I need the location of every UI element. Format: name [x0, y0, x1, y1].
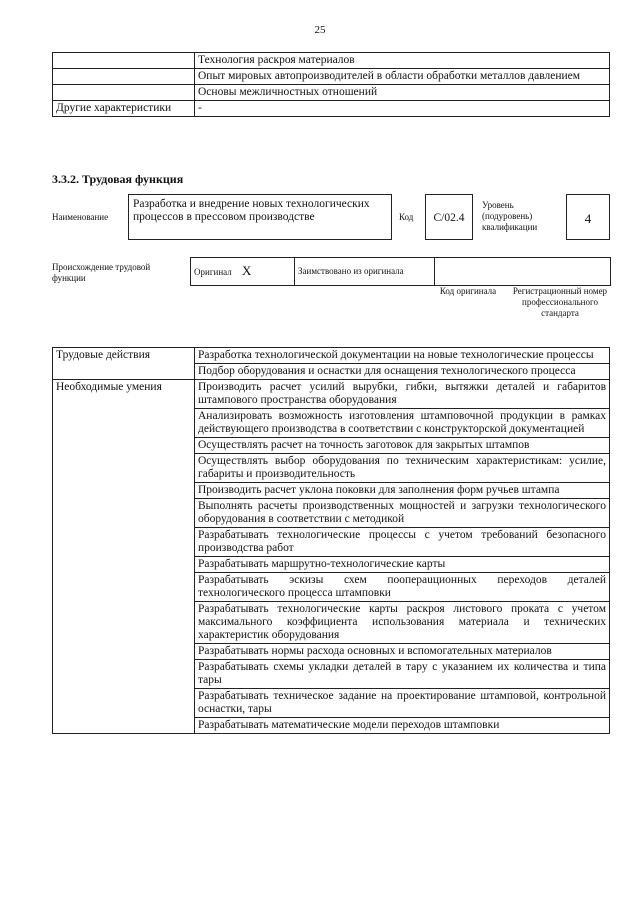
section-label: Трудовые действия [53, 348, 195, 380]
reg-caption: Регистрационный номер профессионального стандарта [512, 286, 608, 318]
list-item: Выполнять расчеты производственных мощностей и загрузки технологического оборудования в соответствии с методикой [195, 499, 610, 528]
list-item: Осуществлять расчет на точность заготовок для закрытых штампов [195, 438, 610, 454]
name-label: Наименование [52, 212, 109, 222]
list-item: Разработка технологической документации на новые технологические процессы [195, 348, 610, 364]
original-cell [191, 258, 295, 286]
section-title: 3.3.2. Трудовая функция [52, 172, 184, 186]
functions-table [52, 347, 610, 734]
list-item: Разрабатывать схемы укладки деталей в тару с указанием их количества и типа тары [195, 660, 610, 689]
top-row-value: Опыт мировых автопроизводителей в области обработки металлов давлением [195, 69, 610, 85]
page-number: 25 [314, 24, 326, 36]
top-row-label: Другие характеристики [53, 101, 195, 117]
level-box: 4 [566, 194, 610, 240]
list-item: Разрабатывать технологические карты раскроя листового проката с учетом максимального коэффициента использования материала и технических характеристик оборудования [195, 602, 610, 644]
original-mark: X [241, 263, 252, 278]
list-item: Разрабатывать техническое задание на проектирование штамповой, контрольной оснастки, тары [195, 689, 610, 718]
original-label: Оригинал [194, 267, 232, 277]
top-row-label [53, 53, 195, 69]
top-row-value: - [195, 101, 610, 117]
list-item: Подбор оборудования и оснастки для оснащения технологического процесса [195, 364, 610, 380]
top-characteristics-table [52, 52, 610, 117]
top-row [53, 69, 610, 85]
level-label: Уровень (подуровень) квалификации [482, 200, 538, 232]
list-item: Осуществлять выбор оборудования по техническим характеристикам: усилие, габариты и производительность [195, 454, 610, 483]
origin-table [190, 257, 611, 286]
top-row-label [53, 85, 195, 101]
table-row [53, 348, 610, 364]
section-label: Необходимые умения [53, 380, 195, 734]
list-item: Разрабатывать эскизы схем поопераuционных переходов деталей технологического процесса штамповки [195, 573, 610, 602]
top-row [53, 85, 610, 101]
borrowed-cell: Заимствовано из оригинала [295, 258, 435, 286]
list-item: Разрабатывать нормы расхода основных и вспомогательных материалов [195, 644, 610, 660]
top-row-value: Технология раскроя материалов [195, 53, 610, 69]
list-item: Разрабатывать математические модели переходов штамповки [195, 718, 610, 734]
top-row-value: Основы межличностных отношений [195, 85, 610, 101]
top-row [53, 101, 610, 117]
list-item: Разрабатывать маршрутно-технологические карты [195, 557, 610, 573]
function-code-box: С/02.4 [425, 194, 473, 240]
code-caption: Код оригинала [439, 286, 497, 296]
list-item: Производить расчет усилий вырубки, гибки, вытяжки деталей и габаритов штампового пространства оборудования [195, 380, 610, 409]
top-row-label [53, 69, 195, 85]
top-row [53, 53, 610, 69]
function-name-box: Разработка и внедрение новых технологических процессов в прессовом производстве [128, 194, 392, 240]
empty-origin-cell [435, 258, 611, 286]
code-label: Код [399, 212, 414, 222]
list-item: Разрабатывать технологические процессы с учетом требований безопасного производства работ [195, 528, 610, 557]
origin-label: Происхождение трудовой функции [52, 262, 151, 283]
list-item: Анализировать возможность изготовления штамповочной продукции в рамках действующего производства в соответствии с конструкторской документацией [195, 409, 610, 438]
list-item: Производить расчет уклона поковки для заполнения форм ручьев штампа [195, 483, 610, 499]
table-row [53, 380, 610, 409]
